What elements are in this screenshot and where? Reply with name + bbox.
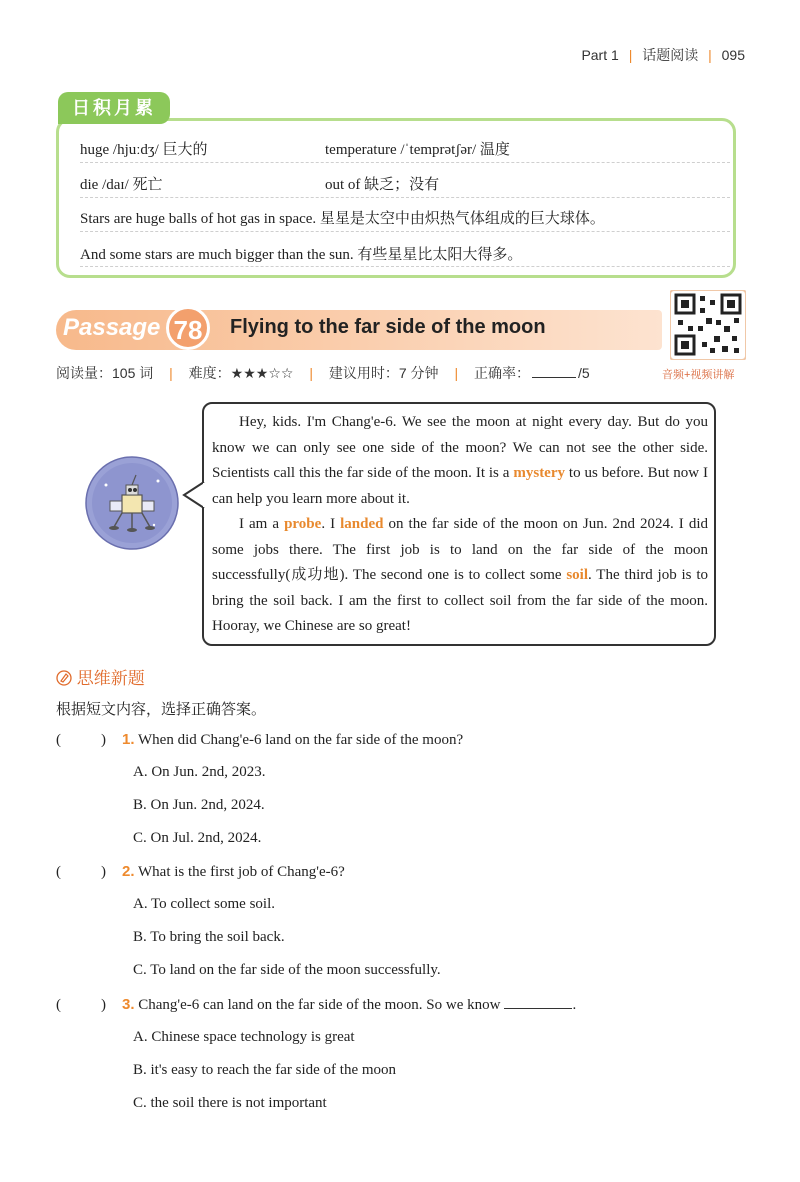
option-1c[interactable]: C. On Jul. 2nd, 2024. [133, 830, 262, 846]
header-divider-2: | [708, 47, 712, 63]
vocab-sentence: Stars are huge balls of hot gas in space. 星星是太空中由炽热气体组成的巨大球体。 [80, 211, 605, 227]
answer-blank[interactable]: ( ) [56, 864, 106, 880]
question-number: 1. [122, 731, 135, 748]
answer-blank[interactable]: ( ) [56, 997, 106, 1013]
option-1b[interactable]: B. On Jun. 2nd, 2024. [133, 797, 265, 813]
passage-paragraph-2 [212, 512, 708, 640]
vocab-sentence: And some stars are much bigger than the sun. 有些星星比太阳大得多。 [80, 247, 523, 263]
qr-caption: 音频+视频讲解 [662, 369, 735, 381]
option-2c[interactable]: C. To land on the far side of the moon successfully. [133, 962, 441, 978]
vocab-item-out-of: out of 缺乏；没有 [325, 177, 440, 193]
option-2a[interactable]: A. To collect some soil. [133, 896, 275, 912]
question-text: When did Chang'e-6 land on the far side of the moon? [138, 732, 464, 748]
question-number: 2. [122, 863, 135, 880]
keyword-mystery: mystery [513, 465, 566, 481]
keyword-soil: soil [566, 567, 589, 583]
vocab-divider [80, 197, 730, 198]
vocab-item-die: die /daɪ/ 死亡 [80, 177, 163, 193]
option-3a[interactable]: A. Chinese space technology is great [133, 1029, 355, 1045]
text-run: . The third job is to bring the soil back. I am the first to collect soil from the far side of the moon. Hooray, we Chinese are so great! [212, 567, 708, 634]
question-text: What is the first job of Chang'e-6? [138, 864, 345, 880]
section-title [56, 664, 145, 689]
question-3 [56, 996, 736, 1014]
stats-divider: | [309, 365, 313, 381]
keyword-probe: probe [284, 516, 322, 532]
part-label: Part 1 [581, 47, 619, 63]
text-run: to us before. But now I can help you learn more about it. [212, 465, 708, 507]
option-1a[interactable]: A. On Jun. 2nd, 2023. [133, 764, 266, 780]
option-3b[interactable]: B. it's easy to reach the far side of the moon [133, 1062, 397, 1078]
passage-paragraph-1 [212, 410, 708, 512]
question-end: . [572, 997, 577, 1013]
answer-blank[interactable]: ( ) [56, 732, 106, 748]
speech-bubble-tail [182, 480, 206, 510]
question-text: Chang'e-6 can land on the far side of the moon. So we know [138, 997, 501, 1013]
stats-divider: | [169, 365, 173, 381]
difficulty-stars: ★★★☆☆ [230, 365, 294, 381]
stats-divider: | [454, 365, 459, 381]
pencil-icon [56, 670, 72, 686]
difficulty-label: 难度： [188, 365, 231, 381]
question-1 [56, 731, 736, 749]
text-run: . I [321, 516, 341, 532]
vocab-divider [80, 266, 730, 267]
passage-label: Passage [63, 314, 161, 341]
question-number: 3. [122, 996, 135, 1013]
accuracy-label: 正确率： [473, 365, 530, 381]
header-divider: | [628, 47, 633, 63]
lander-illustration [84, 455, 180, 551]
stats-row [56, 363, 590, 383]
section-title-text: 思维新题 [76, 669, 145, 688]
keyword-landed: landed [340, 516, 384, 532]
text-run: Hey, kids. I'm Chang'e-6. We see the moon at night every day. But do you know we can only see one side of the moon? We can not see the other side. Scientists call this the far side of the moon. It is a [212, 414, 708, 481]
passage-text [212, 410, 708, 640]
instruction: 根据短文内容，选择正确答案。 [56, 702, 267, 718]
passage-number: 78 [166, 306, 210, 350]
vocab-item-huge: huge /hjuːdʒ/ 巨大的 [80, 142, 208, 158]
word-count: 阅读量：105 词 [56, 365, 154, 381]
vocab-divider [80, 231, 730, 232]
page-header [581, 45, 745, 65]
vocab-item-temperature: temperature /ˈtemprətʃər/ 温度 [325, 142, 510, 158]
vocab-divider [80, 162, 730, 163]
fill-in-blank[interactable] [504, 1008, 572, 1009]
option-2b[interactable]: B. To bring the soil back. [133, 929, 285, 945]
vocab-tab: 日积月累 [58, 92, 170, 124]
text-run: on the far side of the moon on Jun. 2nd 2024. I did some jobs there. The first job is to land on the far side of the moon successfully(成功地). The second one is to collect some [212, 516, 709, 583]
accuracy-total: /5 [577, 365, 590, 381]
section-label: 话题阅读 [642, 47, 699, 63]
qr-code-icon[interactable] [670, 290, 746, 360]
text-run: I am a [239, 516, 285, 532]
accuracy-blank[interactable] [532, 377, 576, 378]
option-3c[interactable]: C. the soil there is not important [133, 1095, 327, 1111]
suggested-time: 建议用时：7 分钟 [328, 365, 439, 381]
passage-title: Flying to the far side of the moon [230, 316, 546, 338]
page-number: 095 [721, 47, 745, 63]
question-2 [56, 863, 736, 881]
